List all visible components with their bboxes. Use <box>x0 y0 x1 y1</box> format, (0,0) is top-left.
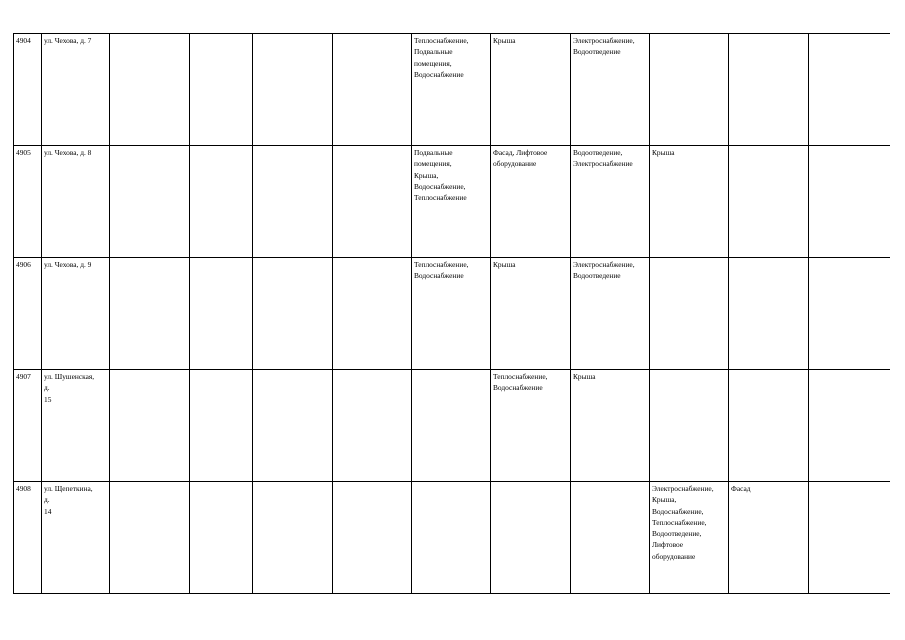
work-item: Электроснабжение <box>573 159 633 169</box>
works-cell <box>571 258 650 370</box>
row-number-cell <box>14 34 42 146</box>
work-item: Водоотведение <box>573 271 621 281</box>
empty-cell <box>809 258 890 370</box>
work-item: помещения, <box>414 58 452 68</box>
work-item: Крыша <box>573 372 596 381</box>
work-item: Водоснабжение <box>493 383 543 393</box>
row-number-cell <box>14 258 42 370</box>
table-row <box>14 370 890 482</box>
address-line: ул. Шушенская, <box>44 372 95 381</box>
work-item: Водоотведение, <box>573 148 623 157</box>
empty-cell <box>253 370 333 482</box>
table-row <box>14 482 890 594</box>
empty-cell <box>809 34 890 146</box>
empty-cell <box>809 482 890 594</box>
work-item: Водоснабжение <box>414 271 464 281</box>
work-item: Теплоснабжение, <box>414 260 469 269</box>
works-cell <box>650 482 729 594</box>
work-item: Электроснабжение, <box>573 260 635 269</box>
row-number: 4904 <box>16 36 31 45</box>
empty-cell <box>809 146 890 258</box>
empty-cell <box>253 482 333 594</box>
address-line: 14 <box>44 506 52 516</box>
work-item: Подвальные <box>414 148 453 157</box>
table-row <box>14 146 890 258</box>
address-cell <box>42 258 110 370</box>
empty-cell <box>333 146 412 258</box>
work-item: Водоснабжение <box>414 69 464 79</box>
works-cell <box>729 370 809 482</box>
work-item: Фасад, Лифтовое <box>493 148 548 157</box>
works-cell <box>412 258 491 370</box>
empty-cell <box>333 482 412 594</box>
work-item: Лифтовое <box>652 540 684 550</box>
work-item: Теплоснабжение, <box>414 36 469 45</box>
empty-cell <box>190 482 253 594</box>
works-cell <box>491 370 571 482</box>
empty-cell <box>190 258 253 370</box>
work-item: Электроснабжение, <box>652 484 714 493</box>
work-item: Теплоснабжение, <box>493 372 548 381</box>
address-line: д. <box>44 383 50 393</box>
empty-cell <box>333 370 412 482</box>
empty-cell <box>190 34 253 146</box>
address-line: ул. Чехова, д. 8 <box>44 148 92 157</box>
works-cell <box>729 482 809 594</box>
empty-cell <box>110 146 190 258</box>
work-item: Водоснабжение, <box>414 181 466 191</box>
address-cell <box>42 146 110 258</box>
works-cell <box>729 258 809 370</box>
row-number: 4905 <box>16 148 31 157</box>
work-item: Крыша, <box>414 170 439 180</box>
works-cell <box>412 34 491 146</box>
empty-cell <box>190 146 253 258</box>
empty-cell <box>253 258 333 370</box>
address-cell <box>42 482 110 594</box>
work-item: Водоснабжение, <box>652 506 704 516</box>
row-number: 4907 <box>16 372 31 381</box>
works-cell <box>491 482 571 594</box>
table-row <box>14 34 890 146</box>
row-number-cell <box>14 370 42 482</box>
works-cell <box>650 258 729 370</box>
works-cell <box>650 370 729 482</box>
row-number-cell <box>14 482 42 594</box>
work-item: Электроснабжение, <box>573 36 635 45</box>
address-cell <box>42 370 110 482</box>
work-item: Крыша <box>652 148 675 157</box>
table-body <box>14 34 890 594</box>
address-line: 15 <box>44 394 52 404</box>
work-item: оборудование <box>652 551 696 561</box>
repair-schedule-table <box>13 33 890 594</box>
works-cell <box>729 146 809 258</box>
row-number-cell <box>14 146 42 258</box>
work-item: оборудование <box>493 159 537 169</box>
work-item: Теплоснабжение <box>414 193 467 203</box>
empty-cell <box>190 370 253 482</box>
empty-cell <box>809 370 890 482</box>
empty-cell <box>253 146 333 258</box>
works-cell <box>571 146 650 258</box>
address-cell <box>42 34 110 146</box>
work-item: Теплоснабжение, <box>652 517 707 527</box>
works-cell <box>412 482 491 594</box>
work-item: Крыша, <box>652 495 677 505</box>
empty-cell <box>333 34 412 146</box>
address-line: д. <box>44 495 50 505</box>
work-item: помещения, <box>414 159 452 169</box>
works-cell <box>729 34 809 146</box>
empty-cell <box>333 258 412 370</box>
table-row <box>14 258 890 370</box>
empty-cell <box>110 258 190 370</box>
works-cell <box>571 370 650 482</box>
address-line: ул. Щепеткина, <box>44 484 93 493</box>
work-item: Водоотведение <box>573 47 621 57</box>
works-cell <box>571 482 650 594</box>
works-cell <box>491 258 571 370</box>
work-item: Подвальные <box>414 47 453 57</box>
row-number: 4906 <box>16 260 31 269</box>
empty-cell <box>110 370 190 482</box>
work-item: Водоотведение, <box>652 529 702 539</box>
works-cell <box>412 370 491 482</box>
works-cell <box>571 34 650 146</box>
empty-cell <box>110 34 190 146</box>
works-cell <box>491 34 571 146</box>
works-cell <box>491 146 571 258</box>
address-line: ул. Чехова, д. 9 <box>44 260 92 269</box>
empty-cell <box>110 482 190 594</box>
empty-cell <box>253 34 333 146</box>
works-cell <box>650 34 729 146</box>
work-item: Крыша <box>493 260 516 269</box>
works-cell <box>650 146 729 258</box>
row-number: 4908 <box>16 484 31 493</box>
work-item: Крыша <box>493 36 516 45</box>
work-item: Фасад <box>731 484 751 493</box>
address-line: ул. Чехова, д. 7 <box>44 36 92 45</box>
works-cell <box>412 146 491 258</box>
